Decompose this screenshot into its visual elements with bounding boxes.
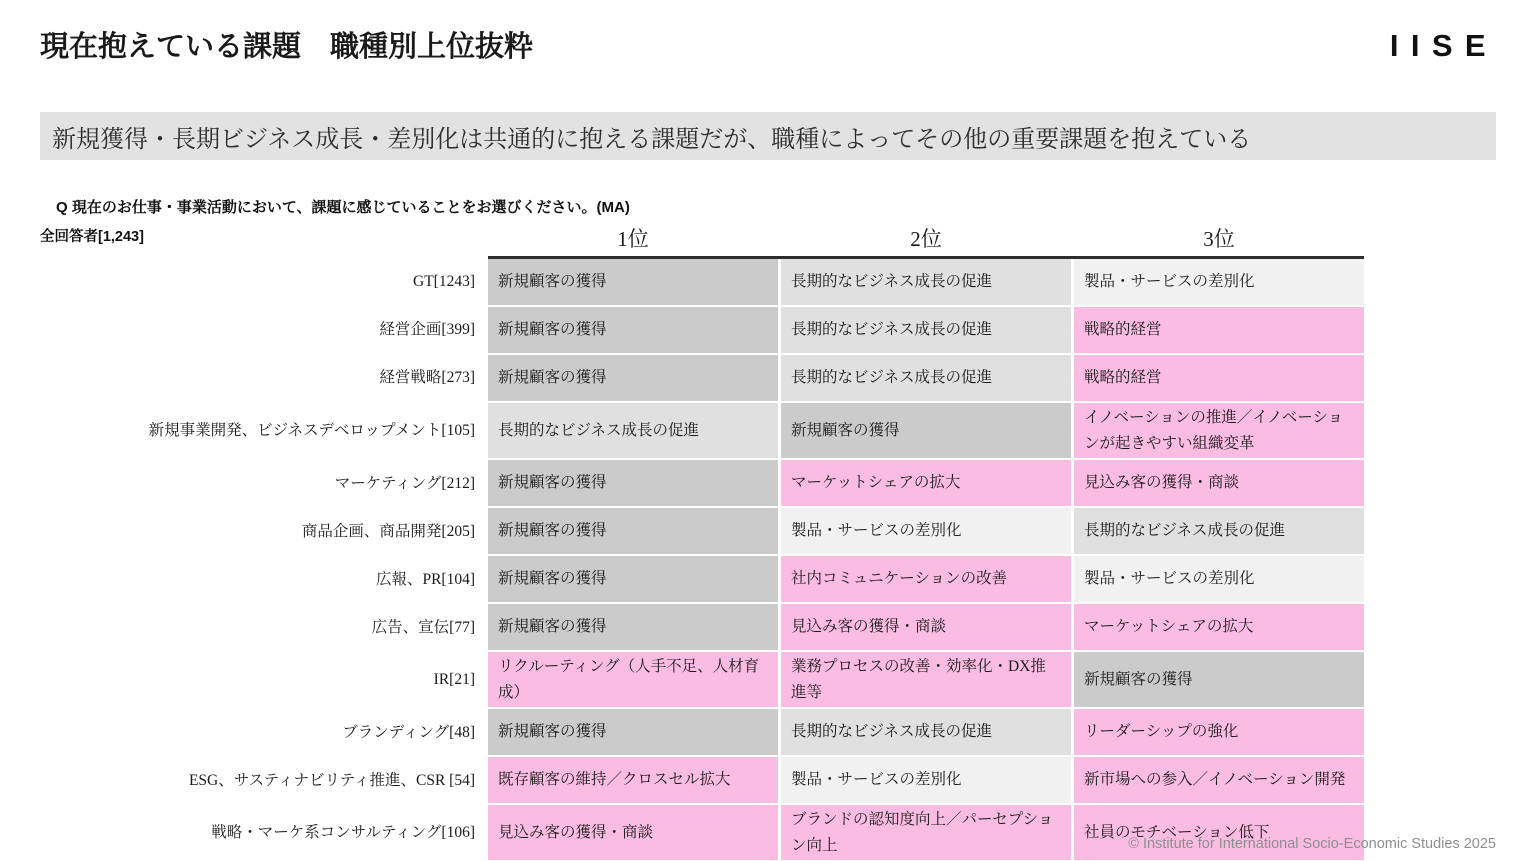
table-cell: 新規顧客の獲得 — [488, 460, 778, 506]
row-label: ブランディング[48] — [342, 723, 475, 741]
table-cell: 製品・サービスの差別化 — [1074, 556, 1364, 602]
table-cell: 新規顧客の獲得 — [488, 604, 778, 650]
rank-header-2: 2位 — [910, 227, 942, 251]
page-title: 現在抱えている課題 職種別上位抜粋 — [40, 31, 534, 63]
table-cell: 見込み客の獲得・商談 — [488, 805, 778, 860]
table-cell: マーケットシェアの拡大 — [1074, 604, 1364, 650]
table-cell: イノベーションの推進／イノベーションが起きやすい組織変革 — [1074, 403, 1364, 458]
row-label: 商品企画、商品開発[205] — [301, 522, 475, 540]
key-message-banner — [40, 112, 1496, 160]
table-cell: 長期的なビジネス成長の促進 — [781, 709, 1071, 755]
row-label: 広告、宣伝[77] — [371, 618, 475, 636]
table-cell: 新規顧客の獲得 — [488, 307, 778, 353]
table-cell: 新規顧客の獲得 — [488, 355, 778, 401]
rank-header-3: 3位 — [1203, 227, 1235, 251]
table-cell: 新規顧客の獲得 — [1074, 652, 1364, 707]
ranking-table — [40, 220, 1364, 860]
table-cell: 新規顧客の獲得 — [488, 508, 778, 554]
table-cell: 既存顧客の維持／クロスセル拡大 — [488, 757, 778, 803]
iise-logo: IISE — [1389, 28, 1498, 63]
table-cell: 新規顧客の獲得 — [781, 403, 1071, 458]
ranking-table-header — [40, 220, 1364, 256]
table-cell: 新規顧客の獲得 — [488, 556, 778, 602]
table-cell: 製品・サービスの差別化 — [781, 757, 1071, 803]
table-body — [40, 259, 1364, 860]
table-cell: 製品・サービスの差別化 — [781, 508, 1071, 554]
table-cell: 新規顧客の獲得 — [488, 709, 778, 755]
table-cell: 長期的なビジネス成長の促進 — [1074, 508, 1364, 554]
survey-question: Q 現在のお仕事・事業活動において、課題に感じていることをお選びください。(MA) — [56, 199, 630, 216]
table-cell: 社員のモチベーション低下 — [1074, 805, 1364, 860]
table-cell: 長期的なビジネス成長の促進 — [488, 403, 778, 458]
row-label: 広報、PR[104] — [375, 570, 475, 588]
table-cell: リーダーシップの強化 — [1074, 709, 1364, 755]
row-label: IR[21] — [433, 671, 475, 689]
table-cell: 長期的なビジネス成長の促進 — [781, 307, 1071, 353]
rank-header-1: 1位 — [617, 227, 649, 251]
row-label: 経営企画[399] — [379, 321, 475, 339]
table-cell: ブランドの認知度向上／パーセプション向上 — [781, 805, 1071, 860]
row-label: GT[1243] — [413, 273, 475, 291]
row-label: 経営戦略[273] — [379, 369, 475, 387]
table-cell: 戦略的経営 — [1074, 307, 1364, 353]
table-cell: 見込み客の獲得・商談 — [781, 604, 1071, 650]
table-cell: 製品・サービスの差別化 — [1074, 259, 1364, 305]
table-cell: 戦略的経営 — [1074, 355, 1364, 401]
respondent-base-label: 全回答者[1,243] — [40, 229, 144, 245]
row-label: 新規事業開発、ビジネスデベロップメント[105] — [148, 421, 475, 439]
row-label: マーケティング[212] — [334, 474, 475, 492]
key-message-text: 新規獲得・長期ビジネス成長・差別化は共通的に抱える課題だが、職種によってその他の重要課題を抱えている — [52, 125, 1252, 153]
copyright-footer: © Institute for International Socio-Economic Studies 2025 — [1128, 836, 1496, 852]
table-cell: リクルーティング（人手不足、人材育成） — [488, 652, 778, 707]
table-cell: 社内コミュニケーションの改善 — [781, 556, 1071, 602]
row-label: ESG、サスティナビリティ推進、CSR [54] — [188, 771, 475, 789]
table-cell: 見込み客の獲得・商談 — [1074, 460, 1364, 506]
row-label: 戦略・マーケ系コンサルティング[106] — [211, 824, 475, 842]
table-cell: 長期的なビジネス成長の促進 — [781, 259, 1071, 305]
table-cell: 新市場への参入／イノベーション開発 — [1074, 757, 1364, 803]
table-cell: 業務プロセスの改善・効率化・DX推進等 — [781, 652, 1071, 707]
table-cell: 長期的なビジネス成長の促進 — [781, 355, 1071, 401]
table-cell: 新規顧客の獲得 — [488, 259, 778, 305]
table-cell: マーケットシェアの拡大 — [781, 460, 1071, 506]
